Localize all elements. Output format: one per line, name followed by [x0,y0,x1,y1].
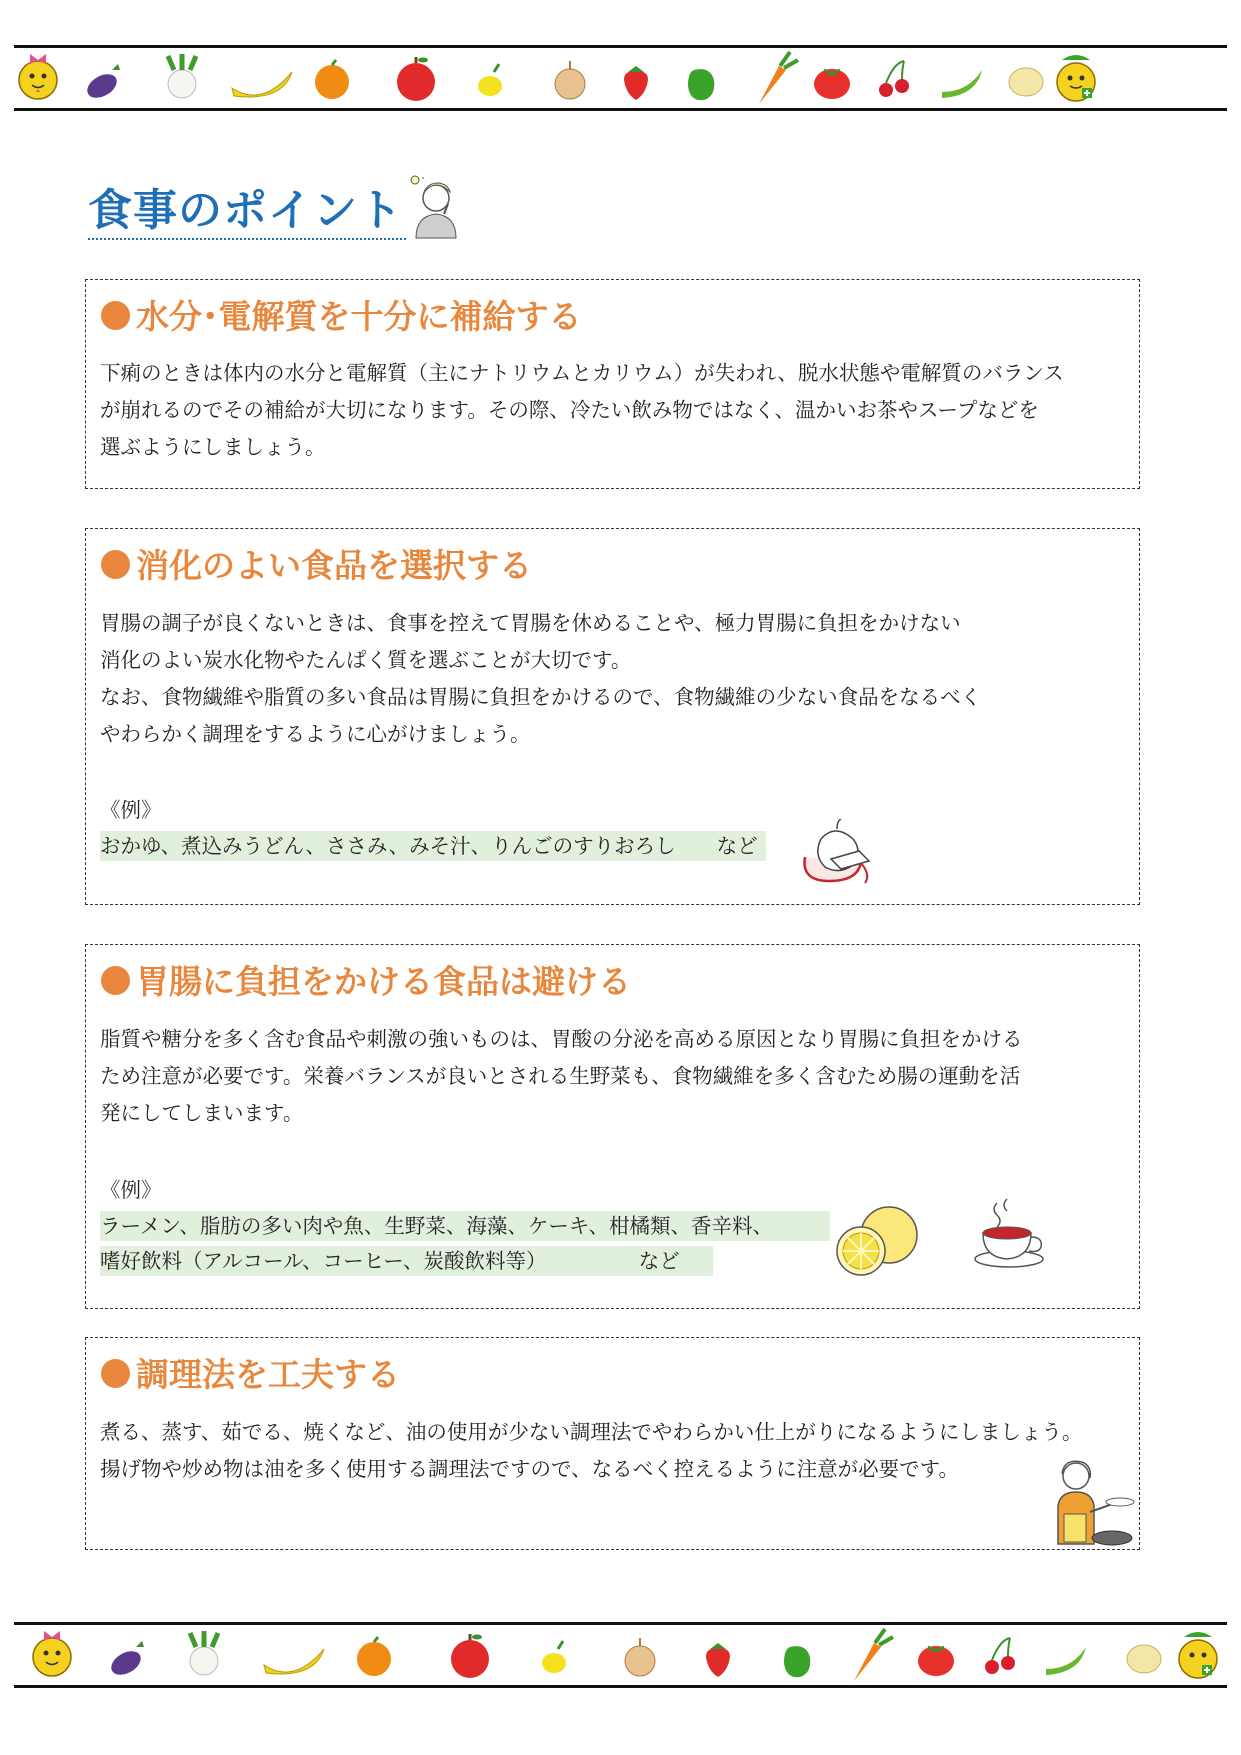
carrot-icon [854,1629,893,1681]
pepper-icon [688,69,714,100]
potato-icon [1009,68,1043,96]
body-line: やわらかく調理をするように心がけましょう。 [100,722,531,746]
strawberry-icon [624,66,648,100]
mascot-cross-icon [1179,1632,1217,1678]
body-line: 下痢のときは体内の水分と電解質（主にナトリウムとカリウム）が失われ、脱水状態や電解質のバランス [100,361,1064,385]
cherry-icon [985,1638,1015,1674]
section-digestible-foods [85,528,1140,905]
apple-icon [451,1634,489,1678]
eggplant-icon [83,64,121,103]
section-hydration [85,279,1140,489]
section-body [100,1021,1129,1132]
example-line: ラーメン、脂肪の多い肉や魚、生野菜、海藻、ケーキ、柑橘類、香辛料、 [100,1211,830,1241]
banana-icon [232,72,292,97]
section-heading [101,1355,400,1395]
mascot-bow-icon [19,54,57,99]
body-line: 煮る、蒸す、茹でる、焼くなど、油の使用が少ない調理法でやわらかい仕上がりになるようにしましょう。 [100,1420,1083,1444]
lemon-icon [542,1641,566,1673]
food-row-top [14,48,1227,108]
grated-apple-icon [791,819,886,885]
potato-icon [1127,1645,1161,1673]
strawberry-icon [706,1643,730,1677]
bullet-dot [101,301,130,330]
body-line: なお、食物繊維や脂質の多い食品は胃腸に負担をかけるので、食物繊維の少ない食品をなるべく [100,685,982,709]
body-line: 胃腸の調子が良くないときは、食事を控えて胃腸を休めることや、極力胃腸に負担をかけない [100,611,961,635]
section-heading [101,297,582,337]
example-line: 嗜好飲料（アルコール、コーヒー、炭酸飲料等） など [100,1246,713,1276]
carrot-icon [759,52,798,104]
coffee-cup-icon [969,1195,1049,1271]
food-banner-top [14,45,1227,111]
onion-icon [555,61,585,99]
body-line: 揚げ物や炒め物は油を多く使用する調理法ですので、なるべく控えるように注意が必要です。 [100,1457,959,1481]
body-line: 消化のよい炭水化物やたんぱく質を選ぶことが大切です。 [100,648,632,672]
lemon-icon [478,64,502,96]
orange-icon [357,1637,391,1676]
section-heading-text: 胃腸に負担をかける食品は避ける [136,962,631,1001]
peapod-icon [1046,1647,1086,1675]
section-heading [101,546,532,586]
bullet-dot [101,966,130,995]
section-heading [101,962,631,1002]
example-label: 《例》 [100,798,162,822]
section-body [100,355,1129,466]
peapod-icon [942,70,982,98]
mascot-cross-icon [1057,55,1095,101]
section-body [100,1414,1129,1488]
example-label: 《例》 [100,1178,162,1202]
onion-icon [625,1638,655,1676]
section-heading-text: 調理法を工夫する [136,1355,400,1394]
body-line: 発にしてしまいます。 [100,1101,304,1125]
section-heading-text: 水分･電解質を十分に補給する [136,297,582,336]
body-line: 脂質や糖分を多く含む食品や刺激の強いものは、胃酸の分泌を高める原因となり胃腸に負担をかける [100,1027,1023,1051]
food-row-bottom [14,1625,1227,1685]
bullet-dot [101,550,130,579]
citrus-icon [831,1201,931,1281]
eggplant-icon [107,1641,145,1680]
tomato-icon [918,1646,954,1676]
section-heading-text: 消化のよい食品を選択する [136,546,532,585]
example-line: おかゆ、煮込みうどん、ささみ、みそ汁、りんごのすりおろし など [100,831,766,861]
title-underline [88,238,406,240]
section-cooking-methods [85,1337,1140,1550]
mascot-bow-icon [33,1631,71,1676]
turnip-icon [190,1631,218,1675]
turnip-icon [168,54,196,98]
orange-icon [315,60,349,99]
body-line: が崩れるのでその補給が大切になります。その際、冷たい飲み物ではなく、温かいお茶やスープなどを [100,398,1039,422]
title-area [88,180,468,242]
section-body [100,605,1129,753]
page-title: 食事のポイント [88,185,403,236]
body-line: 選ぶようにしましょう。 [100,435,326,459]
section-foods-to-avoid [85,944,1140,1309]
tomato-icon [814,69,850,99]
bullet-dot [101,1359,130,1388]
food-banner-bottom [14,1622,1227,1688]
pepper-icon [784,1646,810,1677]
thinking-person-icon [408,172,468,246]
cherry-icon [879,61,909,97]
cooking-woman-icon [1046,1458,1138,1550]
banana-icon [264,1649,324,1674]
body-line: ため注意が必要です。栄養バランスが良いとされる生野菜も、食物繊維を多く含むため腸の運動を活 [100,1064,1021,1088]
apple-icon [397,57,435,101]
